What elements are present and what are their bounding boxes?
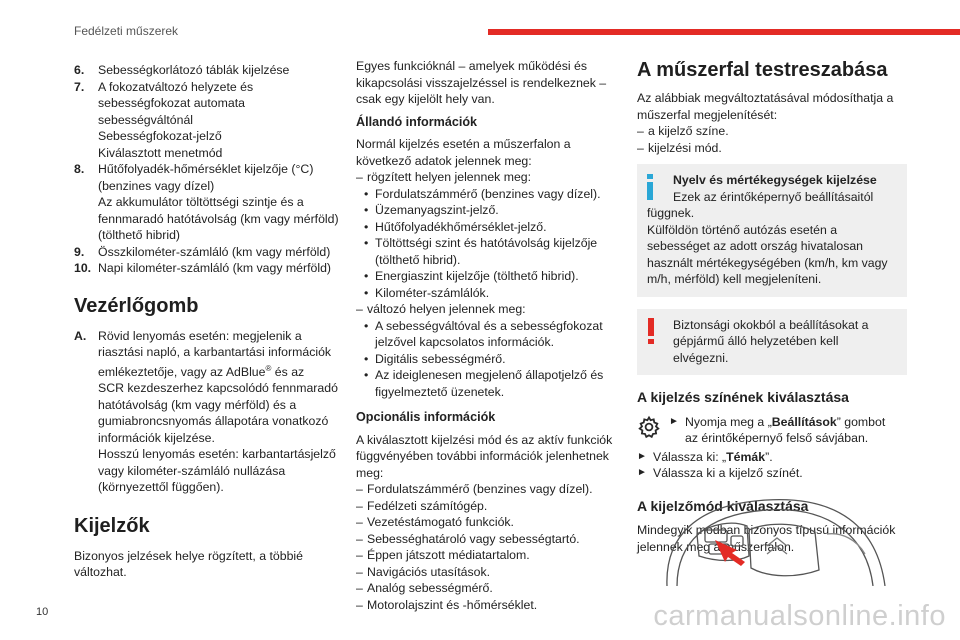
allando-paragraph [356,136,618,169]
text-line: meg: [356,465,384,480]
fixed-item-text [375,268,579,285]
kijelzok-paragraph [74,548,346,581]
fixed-item [356,235,618,268]
legend-text [98,244,330,261]
optional-item-text: Motorolajszint és -hőmérséklet. [367,597,538,612]
section-title-kijelzok: Kijelzők [74,514,150,537]
section-title-opcionalis: Opcionális információk [356,410,496,424]
text-line: Egyes funkcióknál – amelyek működési és [356,59,588,73]
variable-item-text [375,367,603,400]
text-line: következő adatok jelennek meg: [356,153,532,168]
bullet-dot: • [364,219,369,234]
intro-item-text: a kijelző színe. [648,124,729,138]
fixed-item [356,186,618,203]
text: ”. [765,449,773,464]
text-line: (környezettől függően). [98,480,224,495]
optional-item [356,547,618,564]
bullet-dot: • [364,368,369,382]
legend-item [74,244,346,261]
legend-number: 8. [74,162,85,176]
text-line: Hűtőfolyadékhőmérséklet-jelző. [375,219,547,234]
bullet-dot: • [364,186,369,201]
color-step-1 [637,414,907,447]
optional-item-text: Analóg sebességmérő. [367,581,493,595]
optional-item [356,514,618,531]
legend-text [98,260,331,277]
bullet-dot: • [364,269,369,283]
text: és az [271,364,305,379]
dash-mark: – [356,581,363,595]
themes-label: Témák [726,449,766,464]
color-step-3 [637,465,907,482]
text-line: Sebességfokozat-jelző [98,129,222,143]
adblue-line [98,361,338,381]
text-line: Töltöttségi szint és hatótávolság kijelzője [375,236,598,250]
variable-item [356,318,618,351]
dash-mark: – [637,124,644,138]
settings-label: Beállítások [771,414,837,429]
warning-note-line: gépjármű álló helyzetében kell elvégezni. [673,334,839,365]
arrow-icon: ► [669,415,679,427]
info-note-line: használt mértékegységében (km/h, km vagy [647,255,888,270]
bullet-dot: • [364,203,369,217]
legend-text [98,79,253,162]
info-note-line: sebességet az adott ország hivatalosan [647,239,864,253]
text-line: hatótávolság (km vagy mérföld) és a [98,397,297,412]
text-line: A kiválasztott kijelzési mód és az aktív funkciók [356,432,613,447]
text-line: Az ideiglenesen megjelenő állapotjelző és [375,368,604,382]
text-line: A sebességváltóval és a sebességfokozat [375,318,603,333]
fixed-items-list [356,186,618,302]
section-title-testreszabas: A műszerfal testreszabása [637,59,888,81]
info-note-line: m/h, mérföld) kell megjeleníteni. [647,272,822,286]
arrow-icon: ► [637,467,647,478]
dash-mark: – [356,515,363,529]
optional-item [356,580,618,597]
fixed-item [356,268,618,285]
arrow-icon: ► [637,450,647,462]
info-note-line: Külföldön történő autózás esetén a [647,222,838,237]
optional-item [356,498,618,515]
step-line: az érintőképernyő felső sávjában. [685,431,869,445]
watermark: carmanualsonline.info [653,600,946,632]
text-line: figyelmeztető üzenetek. [375,384,505,399]
info-note-line: Ezek az érintőképernyő beállításaitól [673,189,874,204]
optional-item [356,564,618,581]
text-line: SCR kezdeszerhez kapcsolódó fennmaradó [98,381,338,396]
legend-number: 7. [74,79,85,94]
text-line: Az akkumulátor töltöttségi szintje és a [98,195,304,209]
intro-paragraph [637,90,907,123]
info-note-body [647,205,897,288]
info-note-top [673,172,877,205]
info-note-title: Nyelv és mértékegységek kijelzése [673,173,877,187]
text: Nyomja meg a „ [685,414,772,429]
column-1 [74,62,346,581]
fixed-item [356,202,618,219]
intro-items-list [637,123,907,156]
page-number: 10 [36,606,49,618]
warning-note-line: Biztonsági okokból a beállításokat a [673,317,869,332]
text-line: információk kijelzése. [98,430,215,445]
info-note [637,164,907,297]
optional-item-text: Fedélzeti számítógép. [367,498,488,513]
text-line: Napi kilométer-számláló (km vagy mérföld) [98,261,332,275]
text-line: kikapcsolási visszajelzéssel is rendelkeznek – [356,75,607,90]
opcionalis-paragraph [356,432,618,482]
text: Válassza ki: „ [653,449,727,464]
dash-mark: – [356,482,363,496]
variable-label: – változó helyen jelennek meg: [356,302,526,316]
legend-number: 10. [74,261,92,275]
legend-number: 9. [74,244,85,259]
dash-mark: – [356,597,363,612]
text-line: Üzemanyagszint-jelző. [375,203,499,217]
dash-mark: – [356,564,363,579]
info-note-header [647,172,897,205]
variable-item [356,367,618,400]
fixed-item [356,219,618,236]
variable-item [356,351,618,368]
optional-item-text: Éppen játszott médiatartalom. [367,548,530,562]
bullet-dot: • [364,285,369,300]
optional-item-text: Vezetéstámogató funkciók. [367,515,514,529]
text: emlékeztetője, vagy az AdBlue [98,364,266,379]
optional-item [356,597,618,614]
text-line: fennmaradó hatótávolság (km vagy mérföld) [98,211,339,226]
dash-mark: – [637,140,644,155]
legend-list [74,62,346,277]
step-text [669,414,885,447]
text-line: Hűtőfolyadék-hőmérséklet kijelzője (°C) [98,162,314,176]
variable-items-list [356,318,618,401]
text-line: függvényében további információk jelenhetnek [356,449,609,463]
text-line: Mindegyik módban bizonyos típusú információk [637,523,896,537]
step-line [669,414,885,431]
text-line: jelzővel kapcsolatos információk. [375,335,555,349]
text-line: jelennek meg a műszerfalon. [637,539,795,554]
dash-mark: – [356,498,363,513]
steering-wheel-icon [637,496,909,586]
text-line: riasztási napló, a karbantartási információk [98,345,332,359]
text-line: (tölthető hibrid). [375,252,461,267]
fixed-item-text [375,219,547,236]
text-line: Fordulatszámmérő (benzines vagy dízel). [375,186,601,201]
fixed-label: – rögzített helyen jelennek meg: [356,170,532,184]
text-line: műszerfal megjelenítését: [637,107,778,122]
text: változó helyen jelennek meg: [367,302,526,316]
section-title-vezerlogomb: Vezérlőgomb [74,294,199,317]
intro-item [637,123,907,140]
dash-mark: – [356,548,363,562]
legend-text [98,62,289,79]
text-line: Hosszú lenyomás esetén: karbantartásjelző [98,447,336,462]
optional-item-text: Navigációs utasítások. [367,564,491,579]
section-title-color: A kijelzés színének kiválasztása [637,389,849,405]
text: rögzített helyen jelennek meg: [367,170,532,184]
text-line: Digitális sebességmérő. [375,351,506,366]
text-line: Kilométer-számlálók. [375,285,490,300]
intro-paragraph [356,58,618,108]
fixed-item-text [375,186,601,203]
text-line: (tölthető hibrid) [98,228,181,242]
intro-item-text: kijelzési mód. [648,140,722,155]
warning-icon [647,317,673,367]
color-step-2 [637,449,907,466]
optional-item-text: Fordulatszámmérő (benzines vagy dízel). [367,482,593,496]
variable-item-text [375,351,506,368]
item-body [98,328,338,496]
text: ” gombot [836,414,886,429]
optional-items-list [356,481,618,613]
warning-note [637,309,907,376]
legend-text [98,161,339,244]
red-arrow-icon [715,540,745,566]
legend-item [74,260,346,277]
text-line: (benzines vagy dízel) [98,178,215,193]
bullet-dot: • [364,236,369,250]
column-3 [637,58,907,555]
fixed-item [356,285,618,302]
legend-item [74,62,346,79]
text-line: Energiaszint kijelzője (tölthető hibrid). [375,269,579,283]
gear-icon [637,414,669,447]
text-line: Rövid lenyomás esetén: megjelenik a [98,328,302,343]
info-icon [647,172,673,205]
text-line: sebességváltónál [98,112,194,127]
optional-item-text: Sebességhatároló vagy sebességtartó. [367,531,580,546]
header-title: Fedélzeti műszerek [74,24,179,38]
optional-item [356,481,618,498]
text-line: csak egy kijelölt hely van. [356,92,495,106]
bullet-dot: • [364,318,369,333]
text-line: Bizonyos jelzések helye rögzített, a többié [74,548,303,563]
vezerlo-item-a [74,328,346,496]
text-line: Összkilométer-számláló (km vagy mérföld) [98,244,331,259]
fixed-item-text [375,235,597,268]
text-line: gumiabroncsnyomás állapotára vonatkozó [98,414,329,429]
section-title-allando: Állandó információk [356,114,478,129]
legend-item [74,161,346,244]
info-note-line: függnek. [647,206,695,220]
text-line: Az alábbiak megváltoztatásával módosíthatja a [637,91,894,105]
fixed-item-text [375,285,489,302]
text-line: Sebességkorlátozó táblák kijelzése [98,63,290,77]
registered-mark: ® [265,363,272,373]
dash-mark: – [356,531,363,546]
section-title-mode: A kijelzőmód kiválasztása [637,497,809,514]
fixed-item-text [375,202,499,219]
steering-wheel-illustration [637,496,909,586]
header-accent-bar [488,29,960,35]
legend-item [74,79,346,162]
legend-number: 6. [74,63,85,77]
text-line: Normál kijelzés esetén a műszerfalon a [356,137,571,151]
intro-item [637,140,907,157]
text-line: változhat. [74,565,127,580]
bullet-dot: • [364,351,369,366]
text: Válassza ki a kijelző színét. [653,466,803,480]
text-line: Kiválasztott menetmód [98,145,223,160]
variable-item-text [375,318,603,351]
optional-item [356,531,618,548]
text-line: sebességfokozat automata [98,96,245,110]
column-2 [356,58,618,613]
item-label: A. [74,328,87,343]
text-line: A fokozatváltozó helyzete és [98,79,254,94]
warning-note-text [673,317,897,367]
text-line: vagy kilométer-számláló nullázása [98,463,286,478]
